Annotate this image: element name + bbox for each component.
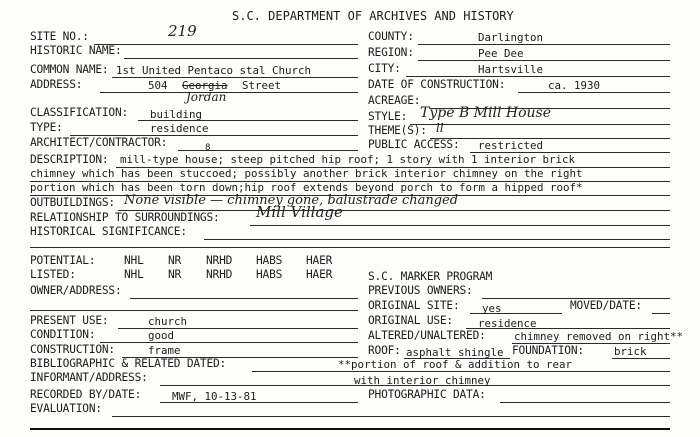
construction-label: CONSTRUCTION: — [30, 343, 115, 356]
architect-label: ARCHITECT/CONTRACTOR: — [30, 136, 168, 149]
condition-line — [100, 342, 358, 343]
site-no-line — [94, 44, 358, 45]
foundation-value: brick — [614, 345, 647, 358]
owner-address-line-2 — [30, 310, 358, 311]
note-line-1: **portion of roof & addition to rear — [338, 358, 573, 371]
potential-label: POTENTIAL: — [30, 254, 96, 267]
potential-haer: HAER — [306, 254, 333, 267]
outbuildings-label: OUTBUILDINGS: — [30, 196, 115, 209]
altered-label: ALTERED/UNALTERED: — [368, 329, 486, 342]
original-site-value: yes — [482, 302, 502, 315]
address-line — [100, 92, 358, 93]
themes-line — [430, 138, 670, 139]
bibliographic-label: BIBLIOGRAPHIC & RELATED DATED: — [30, 357, 227, 370]
condition-label: CONDITION: — [30, 328, 96, 341]
common-name-value: 1st United Pentaco stal Church — [116, 64, 312, 77]
county-value: Darlington — [478, 31, 544, 44]
potential-habs: HABS — [256, 254, 283, 267]
potential-nr: NR — [168, 254, 182, 267]
address-struck: Georgia — [182, 79, 228, 92]
address-street: Street — [242, 79, 282, 92]
outbuildings-value: None visible — chimney gone, balustrade changed — [124, 193, 459, 208]
marker-program-label: S.C. MARKER PROGRAM — [368, 270, 493, 283]
date-of-construction-line — [518, 92, 670, 93]
classification-label: CLASSIFICATION: — [30, 106, 129, 119]
previous-owners-label: PREVIOUS OWNERS: — [368, 284, 473, 297]
date-of-construction-value: ca. 1930 — [548, 79, 601, 92]
themes-label: THEME(S): — [368, 124, 427, 137]
description-line-3: portion which has been torn down;hip roof extends beyond porch to form a hipped roof* — [30, 181, 583, 194]
address-number: 504 — [148, 79, 168, 92]
common-name-line — [112, 77, 358, 78]
style-value: Type B Mill House — [420, 105, 552, 121]
condition-value: good — [148, 329, 175, 342]
recorded-by-value: MWF, 10-13-81 — [172, 390, 257, 403]
original-use-label: ORIGINAL USE: — [368, 314, 453, 327]
original-site-label: ORIGINAL SITE: — [368, 299, 460, 312]
roof-label: ROOF: — [368, 344, 401, 357]
address-correction: Jordan — [186, 90, 227, 104]
foundation-label: FOUNDATION: — [512, 344, 584, 357]
listed-label: LISTED: — [30, 268, 76, 281]
owner-address-label: OWNER/ADDRESS: — [30, 284, 122, 297]
photographic-label: PHOTOGRAPHIC DATA: — [368, 388, 486, 401]
present-use-label: PRESENT USE: — [30, 314, 109, 327]
original-use-value: residence — [478, 317, 537, 330]
description-line-1: mill-type house; steep pitched hip roof; 1 story with 1 interior brick — [120, 153, 576, 166]
owner-address-line — [130, 298, 358, 299]
historical-significance-line — [204, 239, 670, 240]
public-access-label: PUBLIC ACCESS: — [368, 138, 460, 151]
roof-value: asphalt shingle — [406, 346, 504, 359]
type-label: TYPE: — [30, 121, 63, 134]
present-use-value: church — [148, 315, 188, 328]
style-line — [410, 124, 670, 125]
historic-name-line — [124, 58, 358, 59]
bottom-border — [30, 428, 670, 430]
historic-name-label: HISTORIC NAME: — [30, 44, 122, 57]
style-label: STYLE: — [368, 110, 408, 123]
relationship-label: RELATIONSHIP TO SURROUNDINGS: — [30, 211, 220, 224]
listed-nr: NR — [168, 268, 182, 281]
description-line-2: chimney which has been stuccoed; possibly another brick interior chimney on the right — [30, 167, 583, 180]
common-name-label: COMMON NAME: — [30, 63, 109, 76]
moved-date-label: MOVED/DATE: — [570, 299, 642, 312]
listed-nrhd: NRHD — [206, 268, 233, 281]
evaluation-label: EVALUATION: — [30, 402, 102, 415]
photographic-line — [500, 402, 670, 403]
architect-mark: 8 — [205, 143, 211, 153]
note-line-2: with interior chimney — [354, 374, 491, 387]
county-label: COUNTY: — [368, 30, 414, 43]
classification-value: building — [150, 108, 203, 121]
city-value: Hartsville — [478, 63, 544, 76]
historical-significance-label: HISTORICAL SIGNIFICANCE: — [30, 225, 187, 238]
relationship-line — [250, 225, 670, 226]
region-label: REGION: — [368, 46, 414, 59]
listed-nhl: NHL — [124, 268, 144, 281]
relationship-value: Mill Village — [256, 203, 343, 221]
region-value: Pee Dee — [478, 47, 524, 60]
description-label: DESCRIPTION: — [30, 153, 109, 166]
region-line — [418, 60, 670, 61]
construction-value: frame — [148, 344, 181, 357]
potential-nrhd: NRHD — [206, 254, 233, 267]
recorded-by-label: RECORDED BY/DATE: — [30, 388, 142, 401]
address-label: ADDRESS: — [30, 78, 83, 91]
site-no-value: 219 — [168, 22, 197, 40]
informant-label: INFORMANT/ADDRESS: — [30, 371, 148, 384]
themes-mark: ll — [436, 121, 444, 135]
altered-value: chimney removed on right** — [514, 330, 684, 343]
evaluation-line — [112, 416, 670, 417]
bibliographic-line — [252, 371, 670, 372]
city-label: CITY: — [368, 62, 401, 75]
public-access-value: restricted — [478, 139, 544, 152]
type-value: residence — [150, 122, 209, 135]
section-divider — [30, 247, 670, 248]
acreage-label: ACREAGE: — [368, 94, 421, 107]
city-line — [406, 76, 670, 77]
foundation-line — [612, 358, 670, 359]
site-no-label: SITE NO.: — [30, 30, 89, 43]
moved-date-line — [652, 313, 670, 314]
date-of-construction-label: DATE OF CONSTRUCTION: — [368, 78, 506, 91]
listed-haer: HAER — [306, 268, 333, 281]
form-title: S.C. DEPARTMENT OF ARCHIVES AND HISTORY — [232, 9, 514, 23]
listed-habs: HABS — [256, 268, 283, 281]
potential-nhl: NHL — [124, 254, 144, 267]
county-line — [418, 44, 670, 45]
